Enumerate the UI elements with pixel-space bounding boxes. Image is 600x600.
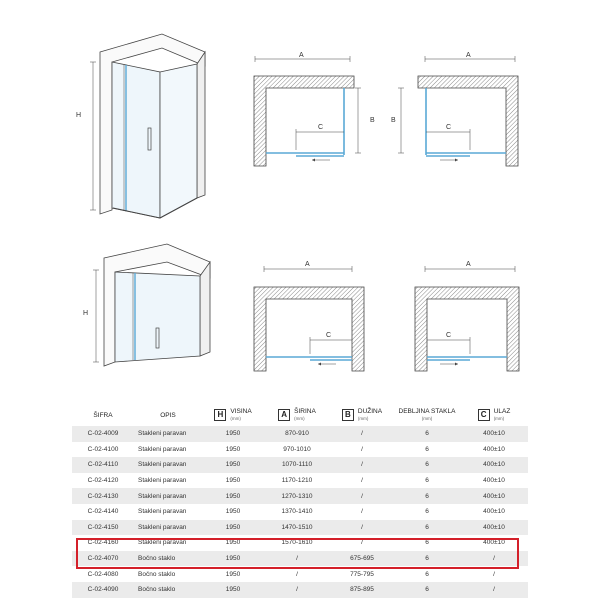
cell-ulaz: 400±10 <box>460 520 528 536</box>
corner-enclosure-3d <box>76 34 205 218</box>
cell-ulaz: 400±10 <box>460 426 528 442</box>
cell-opis: Bočno staklo <box>134 551 202 567</box>
cell-visina: 1950 <box>202 504 264 520</box>
header-duzina: B DUŽINA (mm) <box>330 404 394 426</box>
cell-opis: Stakleni paravan <box>134 457 202 473</box>
cell-ulaz: 400±10 <box>460 442 528 458</box>
cell-sifra: C-02-4100 <box>72 442 134 458</box>
cell-visina: 1950 <box>202 520 264 536</box>
depth-label-b1: B <box>370 117 375 124</box>
cell-sifra: C-02-4009 <box>72 426 134 442</box>
cell-visina: 1950 <box>202 488 264 504</box>
cell-duzina: / <box>330 504 394 520</box>
entry-label-c1: C <box>318 124 324 131</box>
plan-alcove-left <box>415 261 519 371</box>
entry-c-icon: C <box>478 409 490 421</box>
header-sirina: A ŠIRINA (mm) <box>264 404 330 426</box>
header-visina: H VISINA (mm) <box>202 404 264 426</box>
cell-debljina: 6 <box>394 535 460 551</box>
cell-ulaz: 400±10 <box>460 504 528 520</box>
cell-opis: Stakleni paravan <box>134 442 202 458</box>
cell-duzina: / <box>330 426 394 442</box>
cell-sirina: 870-910 <box>264 426 330 442</box>
cell-sifra: C-02-4150 <box>72 520 134 536</box>
cell-visina: 1950 <box>202 535 264 551</box>
cell-debljina: 6 <box>394 488 460 504</box>
cell-sifra: C-02-4110 <box>72 457 134 473</box>
cell-duzina: / <box>330 520 394 536</box>
cell-duzina: 775-795 <box>330 566 394 582</box>
cell-sirina: 1070-1110 <box>264 457 330 473</box>
cell-sifra: C-02-4080 <box>72 566 134 582</box>
cell-ulaz: / <box>460 551 528 567</box>
cell-debljina: 6 <box>394 426 460 442</box>
cell-visina: 1950 <box>202 566 264 582</box>
cell-opis: Stakleni paravan <box>134 473 202 489</box>
cell-opis: Stakleni paravan <box>134 520 202 536</box>
table-body <box>72 426 528 598</box>
cell-sifra: C-02-4120 <box>72 473 134 489</box>
table-row <box>72 442 528 458</box>
cell-visina: 1950 <box>202 457 264 473</box>
cell-ulaz: 400±10 <box>460 473 528 489</box>
width-label-a4: A <box>466 261 471 268</box>
plan-corner-right <box>254 52 375 166</box>
cell-visina: 1950 <box>202 551 264 567</box>
depth-label-b2: B <box>391 117 396 124</box>
cell-opis: Stakleni paravan <box>134 535 202 551</box>
table-row <box>72 457 528 473</box>
cell-debljina: 6 <box>394 457 460 473</box>
header-opis: OPIS <box>134 404 202 426</box>
cell-opis: Bočno staklo <box>134 582 202 598</box>
cell-ulaz: 400±10 <box>460 488 528 504</box>
cell-visina: 1950 <box>202 582 264 598</box>
cell-sirina: 1570-1610 <box>264 535 330 551</box>
cell-debljina: 6 <box>394 473 460 489</box>
depth-b-icon: B <box>342 409 354 421</box>
cell-duzina: 675-695 <box>330 551 394 567</box>
width-label-a3: A <box>305 261 310 268</box>
alcove-enclosure-3d <box>83 244 210 366</box>
cell-duzina: / <box>330 473 394 489</box>
table-row <box>72 426 528 442</box>
cell-sifra: C-02-4090 <box>72 582 134 598</box>
cell-duzina: / <box>330 535 394 551</box>
header-sifra: ŠIFRA <box>72 404 134 426</box>
cell-visina: 1950 <box>202 442 264 458</box>
cell-sirina: 1270-1310 <box>264 488 330 504</box>
cell-ulaz: / <box>460 566 528 582</box>
cell-sirina: / <box>264 551 330 567</box>
cell-visina: 1950 <box>202 473 264 489</box>
cell-ulaz: 400±10 <box>460 535 528 551</box>
table-row <box>72 520 528 536</box>
width-a-icon: A <box>278 409 290 421</box>
cell-ulaz: / <box>460 582 528 598</box>
header-debljina: DEBLJINA STAKLA (mm) <box>394 404 460 426</box>
cell-ulaz: 400±10 <box>460 457 528 473</box>
entry-label-c3: C <box>326 332 332 339</box>
cell-sirina: 1170-1210 <box>264 473 330 489</box>
cell-duzina: / <box>330 488 394 504</box>
cell-debljina: 6 <box>394 551 460 567</box>
plan-corner-left <box>391 52 518 166</box>
cell-opis: Stakleni paravan <box>134 504 202 520</box>
height-label: H <box>76 112 82 119</box>
cell-sifra: C-02-4140 <box>72 504 134 520</box>
cell-debljina: 6 <box>394 504 460 520</box>
entry-label-c2: C <box>446 124 452 131</box>
cell-duzina: 875-895 <box>330 582 394 598</box>
cell-visina: 1950 <box>202 426 264 442</box>
cell-debljina: 6 <box>394 566 460 582</box>
cell-sirina: / <box>264 566 330 582</box>
cell-debljina: 6 <box>394 442 460 458</box>
plan-alcove-right <box>254 261 364 371</box>
height-h-icon: H <box>214 409 226 421</box>
cell-sirina: / <box>264 582 330 598</box>
cell-debljina: 6 <box>394 520 460 536</box>
highlight-frame <box>76 538 519 569</box>
table-row <box>72 504 528 520</box>
cell-sifra: C-02-4160 <box>72 535 134 551</box>
cell-opis: Bočno staklo <box>134 566 202 582</box>
cell-sirina: 1470-1510 <box>264 520 330 536</box>
cell-duzina: / <box>330 457 394 473</box>
cell-debljina: 6 <box>394 582 460 598</box>
entry-label-c4: C <box>446 332 452 339</box>
cell-sifra: C-02-4070 <box>72 551 134 567</box>
width-label-a2: A <box>466 52 471 59</box>
cell-sirina: 1370-1410 <box>264 504 330 520</box>
height-label-2: H <box>83 310 89 317</box>
cell-sirina: 970-1010 <box>264 442 330 458</box>
header-ulaz: C ULAZ (mm) <box>460 404 528 426</box>
table-row <box>72 473 528 489</box>
table-header-row <box>72 404 528 426</box>
table-row <box>72 488 528 504</box>
table-row <box>72 582 528 598</box>
cell-opis: Stakleni paravan <box>134 488 202 504</box>
cell-sifra: C-02-4130 <box>72 488 134 504</box>
cell-duzina: / <box>330 442 394 458</box>
width-label-a1: A <box>299 52 304 59</box>
cell-opis: Stakleni paravan <box>134 426 202 442</box>
